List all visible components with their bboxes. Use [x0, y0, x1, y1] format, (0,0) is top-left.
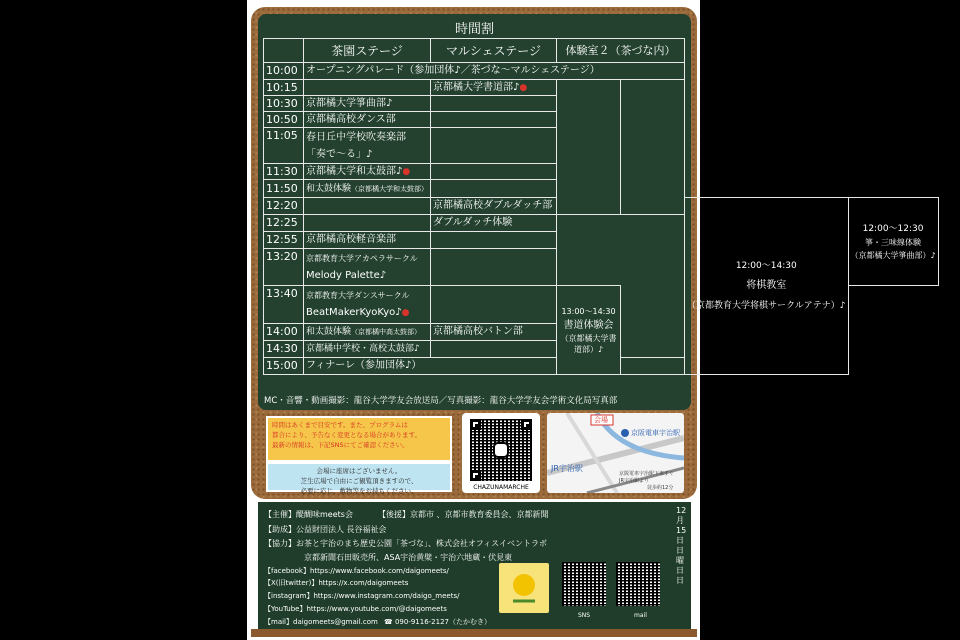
youtube-link[interactable]: 【YouTube】https://www.youtube.com/@daigomeets	[264, 605, 447, 613]
chaen-slot	[304, 324, 431, 341]
chaen-slot-note: （京都橘大学和太鼓部）	[351, 184, 429, 193]
marche-slot: ダブルダッチ体験	[431, 215, 557, 232]
cooperation: 【協力】お茶と宇治のまち歴史公園「茶づな」、株式会社オフィスイベントラボ	[264, 539, 547, 548]
time-cell: 13:20	[264, 249, 304, 286]
chaen-slot	[304, 128, 431, 164]
chaen-slot	[304, 286, 431, 324]
room-koto	[848, 198, 938, 286]
chaen-slot-text: 京都橘大学和太鼓部♪	[306, 165, 403, 177]
instagram-link[interactable]: 【instagram】https://www.instagram.com/daigo_meets/	[264, 592, 460, 600]
chaen-slot	[304, 80, 431, 96]
finale: フィナーレ（参加団体♪）	[304, 358, 557, 375]
venue-label: 会場	[594, 416, 608, 424]
header-marche-stage: マルシェステージ	[431, 39, 557, 63]
time-cell: 12:25	[264, 215, 304, 232]
notice-line: 芝生広場で自由にご観覧頂きますので、	[300, 477, 418, 485]
time-cell: 13:40	[264, 286, 304, 324]
time-cell: 15:00	[264, 358, 304, 375]
chaen-slot-text: 和太鼓体験	[306, 183, 352, 194]
time-cell: 10:50	[264, 112, 304, 128]
notice-line: 必要に応じ、敷物等をお持ちください。	[300, 487, 418, 495]
mark-icon: ●	[402, 166, 411, 177]
header-taiken-room: 体験室２（茶づな内）	[557, 39, 685, 63]
cooperation-2: 京都新聞石田販売所、ASA宇治黄檗・宇治六地蔵・伏見東	[304, 553, 513, 562]
marche-slot	[431, 180, 557, 198]
room-shogi-name: 将棋教室	[746, 280, 787, 291]
chaen-slot	[304, 249, 431, 286]
mail-qr-icon[interactable]	[616, 562, 660, 606]
time-cell: 12:20	[264, 198, 304, 215]
chaen-slot-note: （京都橘中高太鼓部）	[351, 328, 422, 336]
marche-slot: 京都橘高校バトン部	[431, 324, 557, 341]
marche-slot-text: 京都橘大学書道部♪	[433, 81, 520, 93]
header-blank	[264, 39, 304, 63]
notice-line: 会場に座席はございません。	[316, 467, 402, 475]
marche-slot	[431, 341, 557, 358]
room-shodo-name: 書道体験会	[563, 320, 614, 331]
mark-icon: ●	[401, 308, 410, 318]
room-shodo-org: （京都橘大学書道部）♪	[560, 334, 617, 354]
qr-corner	[470, 419, 481, 430]
room-empty-b	[621, 80, 685, 215]
time-cell: 11:30	[264, 164, 304, 180]
instagram-icon	[493, 442, 509, 458]
station-keihan: 京阪電車宇治駅	[631, 429, 680, 437]
room-empty-a	[557, 80, 621, 215]
instagram-qr-card[interactable]	[462, 413, 540, 493]
marche-slot	[431, 232, 557, 249]
mark-icon: ●	[519, 82, 528, 93]
chaen-slot-line2: BeatMakerKyoKyo♪	[306, 307, 402, 318]
room-shodo	[557, 286, 621, 375]
chaen-slot: 京都橘高校ダンス部	[304, 112, 431, 128]
time-cell: 10:30	[264, 96, 304, 112]
room-koto-name: 箏・三味線体験	[865, 238, 922, 247]
header-chaen-stage: 茶園ステージ	[304, 39, 431, 63]
room-empty-c	[621, 358, 685, 375]
info-board	[258, 502, 691, 630]
support: 【後援】京都市 、京都市教育委員会、京都新聞	[378, 510, 549, 519]
qr-corner	[470, 470, 481, 481]
marche-slot	[431, 164, 557, 180]
time-cell: 14:00	[264, 324, 304, 341]
chaen-slot	[304, 198, 431, 215]
notice-line: 最新の情報は、下記SNSにてご確認ください。	[272, 441, 409, 449]
timetable	[263, 38, 939, 375]
event-date: 12月15日 日曜日 日	[676, 506, 687, 585]
chaen-slot: 京都橘中学校・高校太鼓部♪	[304, 341, 431, 358]
daigomeets-logo	[499, 563, 549, 613]
room-shogi-time: 12:00～14:30	[735, 261, 797, 271]
chaen-slot-line2: Melody Palette♪	[306, 270, 387, 281]
chaen-slot	[304, 215, 431, 232]
organizer: 【主催】醍醐味meets会	[264, 510, 353, 519]
timetable-title: 時間割	[454, 22, 494, 37]
station-jr: JR宇治駅	[551, 464, 583, 473]
sns-qr-icon[interactable]	[562, 562, 606, 606]
facebook-link[interactable]: 【facebook】https://www.facebook.com/daigomeets/	[264, 567, 449, 575]
chaen-slot-text: 和太鼓体験	[306, 327, 352, 337]
marche-slot: 京都橘高校ダブルダッチ部	[431, 198, 557, 215]
chalk-tray	[251, 629, 697, 637]
marche-slot	[431, 112, 557, 128]
chaen-slot	[304, 164, 431, 180]
access-map	[547, 413, 684, 493]
x-link[interactable]: 【X(旧twitter)】https://x.com/daigomeets	[264, 579, 409, 587]
chaen-slot-line1: 京都教育大学アカペラサークル	[306, 254, 418, 263]
phone: ☎ 090-9116-2127（たかむき）	[384, 618, 491, 626]
qr-caption-sns: SNS	[578, 612, 591, 619]
time-cell: 12:55	[264, 232, 304, 249]
marche-slot	[431, 80, 557, 96]
room-shogi-org: （京都教育大学将棋サークルアテナ）♪	[687, 301, 846, 311]
time-cell: 14:30	[264, 341, 304, 358]
chaen-slot-line1: 京都教育大学ダンスサークル	[306, 291, 410, 300]
room-koto-time: 12:00～12:30	[862, 224, 924, 234]
notice-schedule	[266, 416, 452, 462]
credits: MC・音響・動画撮影：龍谷大学学友会放送局／写真撮影：龍谷大学学友会学術文化局写真部	[264, 396, 618, 406]
room-shogi	[685, 198, 848, 375]
room-koto-org: （京都橘大学箏曲部）♪	[850, 251, 936, 260]
map-note: 徒歩約12分	[647, 485, 674, 491]
opening-parade: オープニングパレード（参加団体♪／茶づな～マルシェステージ）	[304, 63, 685, 80]
qr-label: CHAZUNAMARCHE	[473, 484, 529, 491]
qr-corner	[521, 419, 532, 430]
room-shodo-time: 13:00～14:30	[561, 307, 616, 316]
chaen-slot: 京都橘高校軽音楽部	[304, 232, 431, 249]
notice-seating	[266, 462, 452, 495]
mail-link[interactable]: 【mail】daigomeets@gmail.com	[264, 618, 378, 626]
chaen-slot	[304, 180, 431, 198]
time-cell: 10:15	[264, 80, 304, 96]
time-cell: 11:50	[264, 180, 304, 198]
chaen-slot: 京都橘大学箏曲部♪	[304, 96, 431, 112]
marche-slot	[431, 286, 557, 324]
notice-line: 都合により、予告なく変更となる場合があります。	[272, 431, 421, 439]
map-note: 京阪電車宇治駅下車すぐ	[619, 471, 675, 477]
time-cell: 10:00	[264, 63, 304, 80]
notice-line: 時間はあくまで目安です。また、プログラムは	[272, 421, 408, 429]
grant: 【助成】公益財団法人 長谷福祉会	[264, 525, 387, 534]
qr-caption-mail: mail	[634, 612, 647, 619]
marche-slot	[431, 249, 557, 286]
chaen-slot-line1: 春日丘中学校吹奏楽部	[306, 131, 406, 143]
marche-slot	[431, 96, 557, 112]
marche-slot	[431, 128, 557, 164]
map-note: JR宇治駅より	[619, 478, 649, 484]
time-cell: 11:05	[264, 128, 304, 164]
chaen-slot-line2: 「奏で～る」♪	[306, 148, 373, 160]
map-graphic	[547, 413, 684, 493]
